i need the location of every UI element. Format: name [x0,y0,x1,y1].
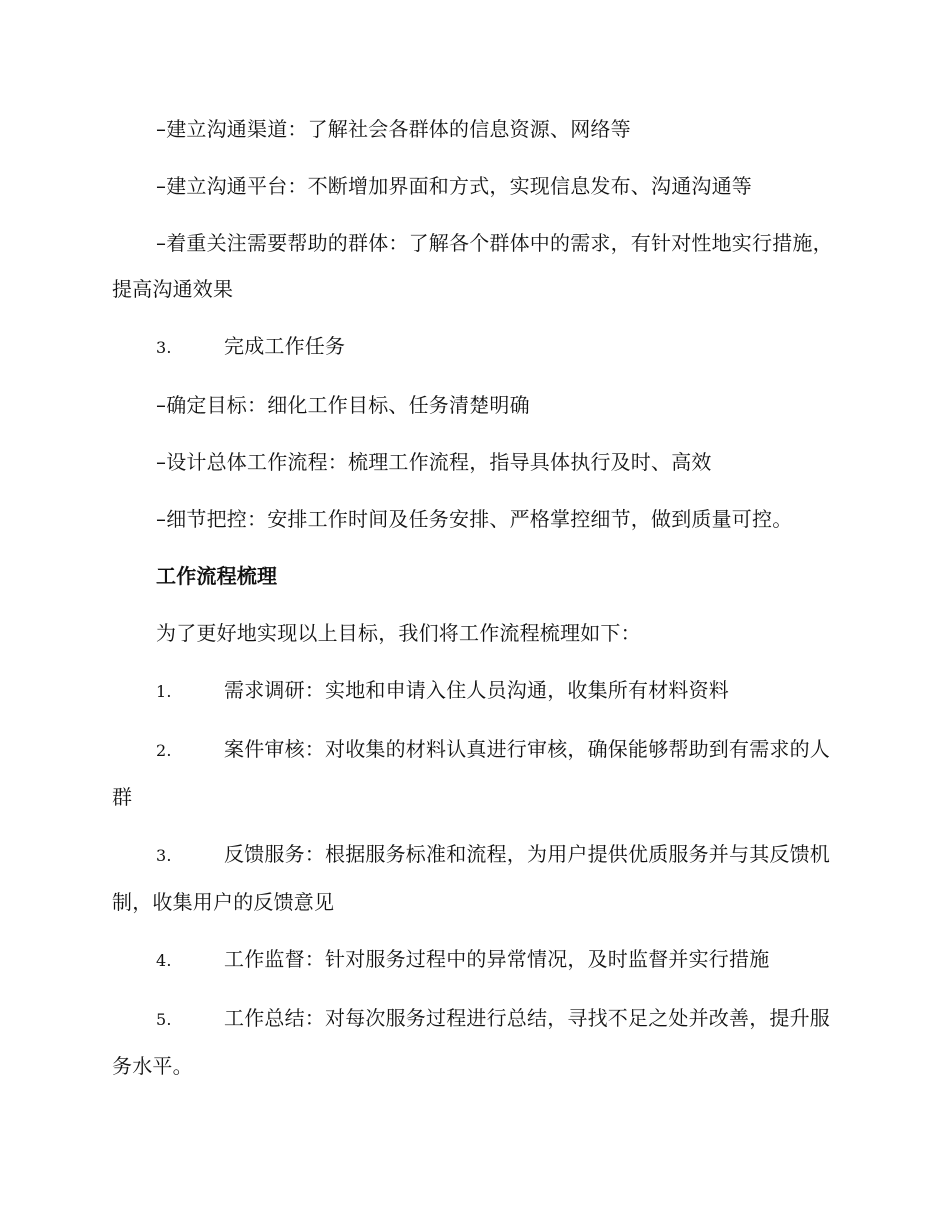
item-number: 3. [156,846,172,865]
section-heading: 工作流程梳理 [156,564,278,588]
bullet-item: –细节把控：安排工作时间及任务安排、严格掌控细节，做到质量可控。 [156,507,793,531]
item-number: 3. [156,338,172,357]
item-text: 反馈服务：根据服务标准和流程，为用户提供优质服务并与其反馈机制，收集用户的反馈意见 [112,842,830,914]
bullet-item: –确定目标：细化工作目标、任务清楚明确 [156,393,530,417]
item-text: 工作总结：对每次服务过程进行总结，寻找不足之处并改善，提升服务水平。 [112,1006,830,1078]
bullet-item: –建立沟通渠道：了解社会各群体的信息资源、网络等 [156,117,631,141]
numbered-item [112,726,840,820]
bullet-item: –着重关注需要帮助的群体：了解各个群体中的需求，有针对性地实行措施，提高沟通效果 [112,231,833,301]
bullet-item: –建立沟通平台：不断增加界面和方式，实现信息发布、沟通沟通等 [156,174,752,198]
item-number: 1. [156,682,172,701]
item-text: 工作监督：针对服务过程中的异常情况，及时监督并实行措施 [224,947,770,971]
intro-paragraph: 为了更好地实现以上目标，我们将工作流程梳理如下： [156,621,641,645]
bullet-item: –设计总体工作流程：梳理工作流程，指导具体执行及时、高效 [156,450,712,474]
item-text: 需求调研：实地和申请入住人员沟通，收集所有材料资料 [224,678,729,702]
numbered-item [112,936,840,984]
numbered-item [112,323,840,371]
item-number: 5. [156,1010,172,1029]
item-number: 4. [156,951,172,970]
numbered-item [112,995,840,1089]
numbered-item [112,667,840,715]
item-text: 案件审核：对收集的材料认真进行审核，确保能够帮助到有需求的人群 [112,737,830,809]
numbered-item [112,831,840,925]
item-text: 完成工作任务 [224,334,346,358]
item-number: 2. [156,741,172,760]
